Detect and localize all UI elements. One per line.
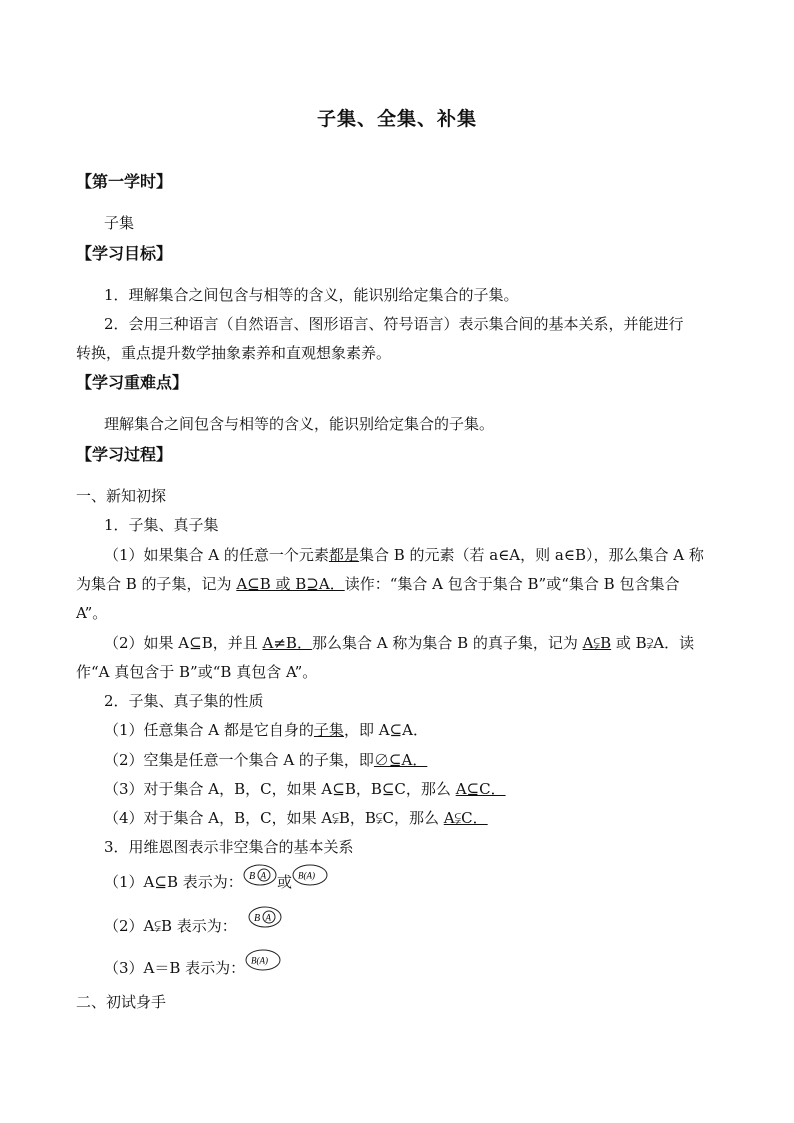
heading-period-1: 【第一学时】	[76, 172, 173, 191]
venn-row-2	[104, 916, 237, 936]
page-title: 子集、全集、补集	[316, 108, 477, 130]
definition-1-line-2	[76, 574, 679, 594]
underlined-answer: 都是	[328, 546, 359, 564]
goal-2-line-1: 2．会用三种语言（自然语言、图形语言、符号语言）表示集合间的基本关系，并能进行	[104, 315, 684, 333]
definition-1-line-1	[104, 545, 704, 565]
venn-subset-diagram	[243, 864, 277, 886]
heading-key-points: 【学习重难点】	[76, 373, 189, 392]
part-2-heading: 二、初试身手	[76, 993, 167, 1011]
set-label: B(A)	[251, 955, 268, 966]
underlined-answer: A⫋B	[582, 634, 612, 652]
property-4	[104, 808, 488, 828]
underlined-answer: ∅⊆A．	[373, 751, 428, 769]
goal-1: 1．理解集合之间包含与相等的含义，能识别给定集合的子集。	[104, 286, 519, 304]
venn-row-3	[104, 958, 245, 978]
heading-goals: 【学习目标】	[76, 244, 173, 263]
underlined-answer: A⫋C．	[443, 809, 488, 827]
venn-1-or: 或	[277, 873, 293, 891]
text-segment: 为集合 B 的子集，记为	[76, 575, 237, 593]
underlined-answer: A⊆B 或 B⊇A．	[236, 575, 345, 593]
text-segment: （1）任意集合 A 都是它自身的	[104, 721, 314, 739]
property-2	[104, 750, 427, 770]
text-segment: 那么集合 A 称为集合 B 的真子集，记为	[311, 634, 583, 652]
venn-3-caption: （3）A＝B 表示为：	[104, 959, 246, 977]
text-segment: （3）对于集合 A，B，C，如果 A⊆B，B⊆C，那么	[104, 780, 456, 798]
text-segment: （1）如果集合 A 的任意一个元素	[104, 546, 329, 564]
property-1	[104, 720, 428, 740]
text-segment: （4）对于集合 A，B，C，如果 A⫋B，B⫋C，那么	[104, 809, 444, 827]
venn-1-caption: （1）A⊆B 表示为：	[104, 873, 243, 891]
venn-equal-sets-diagram	[245, 949, 281, 971]
definition-2-line-1	[104, 633, 694, 653]
text-segment: ，即 A⊆A．	[343, 721, 428, 739]
outer-set-label: B	[254, 913, 261, 924]
text-segment: 集合 B 的元素（若 a∈A，则 a∈B），那么集合 A 称	[358, 546, 704, 564]
set-label: B(A)	[298, 870, 315, 881]
inner-set-label: A	[265, 912, 271, 923]
text-segment: 读作：“集合 A 包含于集合 B”或“集合 B 包含集合	[344, 575, 680, 593]
venn-equal-diagram	[292, 864, 328, 886]
definition-1-line-3: A”。	[76, 604, 108, 622]
underlined-answer: A≠B．	[262, 634, 312, 652]
goal-2-line-2: 转换，重点提升数学抽象素养和直观想象素养。	[76, 344, 392, 362]
venn-row-1	[104, 872, 243, 892]
text-segment: 或 B⫌A．读	[611, 634, 695, 652]
part-1-heading: 一、新知初探	[76, 487, 167, 505]
item-1-title: 1．子集、真子集	[104, 516, 219, 534]
property-3	[104, 779, 506, 799]
subset-label: 子集	[104, 214, 135, 232]
text-segment: （2）空集是任意一个集合 A 的子集，即	[104, 751, 374, 769]
key-points-text: 理解集合之间包含与相等的含义，能识别给定集合的子集。	[104, 415, 495, 433]
venn-2-caption: （2）A⫋B 表示为：	[104, 917, 237, 935]
venn-proper-subset-diagram	[248, 906, 282, 928]
underlined-answer: 子集	[313, 721, 344, 739]
definition-2-line-2: 作“A 真包含于 B”或“B 真包含 A”。	[76, 663, 318, 681]
text-segment: （2）如果 A⊆B，并且	[104, 634, 263, 652]
outer-set-label: B	[249, 871, 256, 882]
inner-set-label: A	[260, 870, 266, 881]
underlined-answer: A⊆C．	[455, 780, 506, 798]
item-3-title: 3．用维恩图表示非空集合的基本关系	[104, 838, 354, 856]
heading-process: 【学习过程】	[76, 445, 173, 464]
item-2-title: 2．子集、真子集的性质	[104, 692, 264, 710]
